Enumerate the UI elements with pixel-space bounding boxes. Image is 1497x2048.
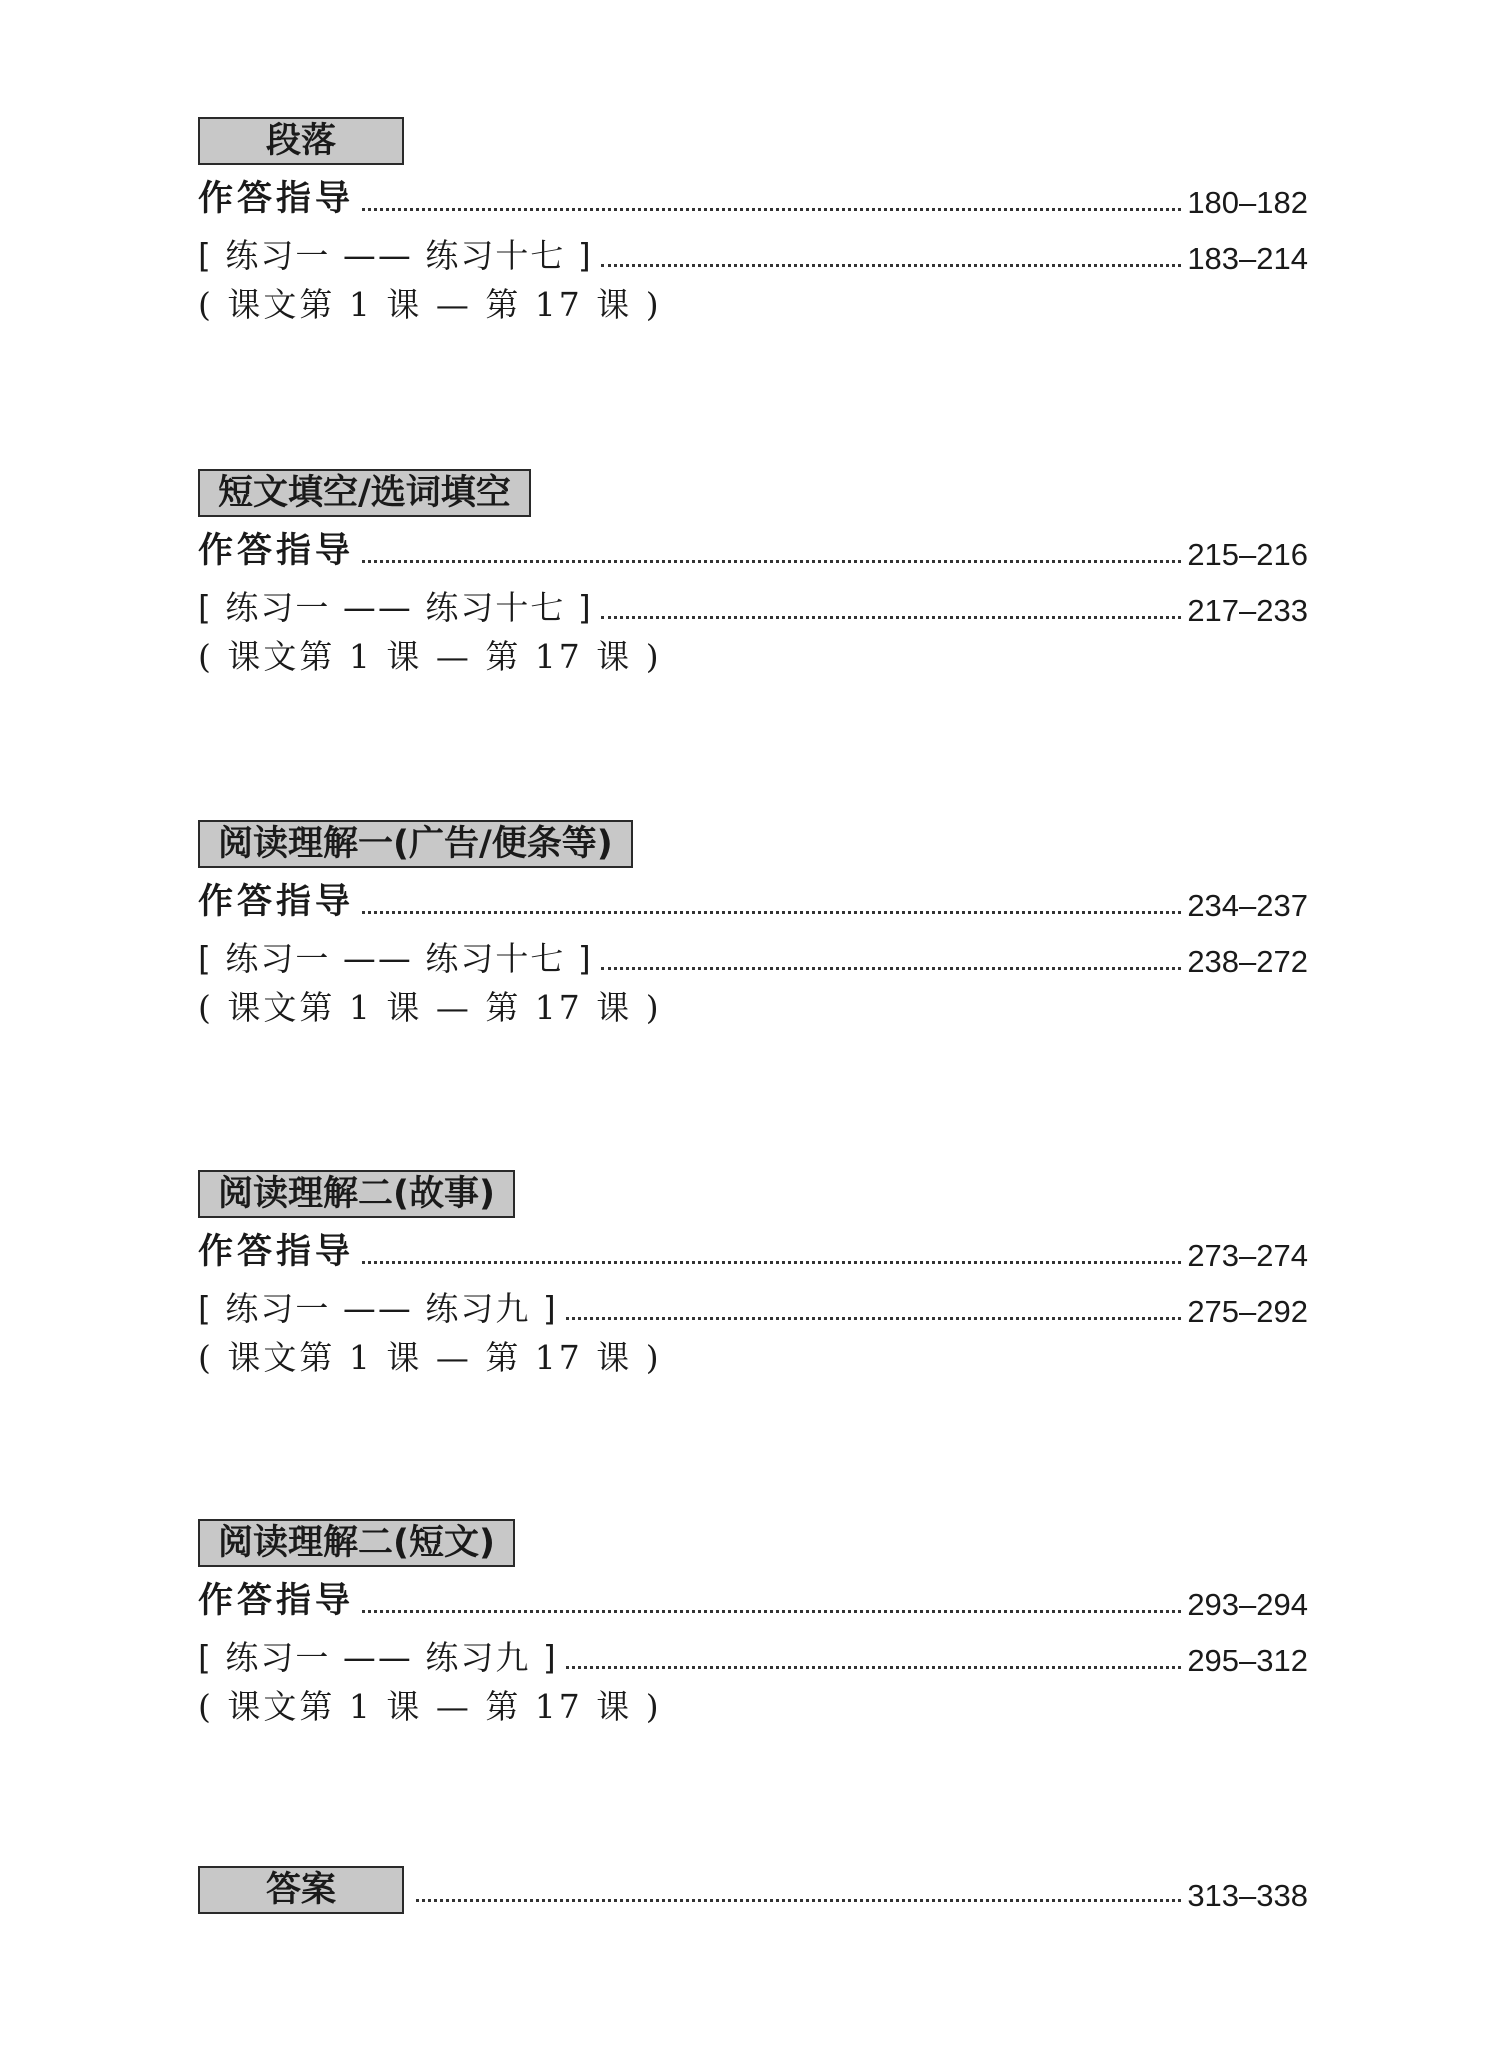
page-range: 183–214 <box>1187 241 1308 276</box>
section-title: 答案 <box>198 1866 404 1914</box>
dot-leader <box>362 1610 1181 1613</box>
section-title: 阅读理解二(故事) <box>198 1170 515 1218</box>
toc-entry-exercises[interactable] <box>198 221 1308 277</box>
entry-label: [ 练习一 —— 练习九 ] <box>198 1638 558 1677</box>
page-range: 273–274 <box>1187 1238 1308 1273</box>
entry-label: [ 练习一 —— 练习十七 ] <box>198 939 593 978</box>
toc-entry-guide[interactable] <box>198 868 1308 924</box>
page-range: 217–233 <box>1187 593 1308 628</box>
dot-leader <box>601 264 1182 267</box>
toc-entry-answers[interactable] <box>198 1866 1308 1914</box>
dot-leader <box>601 616 1182 619</box>
toc-entry-exercises[interactable] <box>198 924 1308 980</box>
entry-label: 作答指导 <box>198 882 355 922</box>
section-title: 阅读理解一(广告/便条等) <box>198 820 633 868</box>
entry-label: [ 练习一 —— 练习九 ] <box>198 1289 558 1328</box>
toc-entry-guide[interactable] <box>198 165 1308 221</box>
entry-label: 作答指导 <box>198 179 355 219</box>
entry-label: [ 练习一 —— 练习十七 ] <box>198 236 593 275</box>
dot-leader <box>362 911 1181 914</box>
dot-leader <box>601 967 1182 970</box>
section-title: 短文填空/选词填空 <box>198 469 531 517</box>
entry-label: 作答指导 <box>198 531 355 571</box>
entry-label: [ 练习一 —— 练习十七 ] <box>198 588 593 627</box>
section-title: 段落 <box>198 117 404 165</box>
entry-label: 作答指导 <box>198 1581 355 1621</box>
dot-leader <box>566 1317 1182 1320</box>
dot-leader <box>566 1666 1182 1669</box>
page-range: 295–312 <box>1187 1643 1308 1678</box>
page-range: 234–237 <box>1187 888 1308 923</box>
lesson-note: ( 课文第 1 课 — 第 17 课 ) <box>198 988 662 1027</box>
entry-label: 作答指导 <box>198 1232 355 1272</box>
toc-entry-guide[interactable] <box>198 517 1308 573</box>
page-range: 215–216 <box>1187 537 1308 572</box>
page-range: 180–182 <box>1187 185 1308 220</box>
dot-leader <box>362 208 1181 211</box>
lesson-note: ( 课文第 1 课 — 第 17 课 ) <box>198 1338 662 1377</box>
toc-entry-exercises[interactable] <box>198 1623 1308 1679</box>
toc-section-paragraph <box>198 117 1308 333</box>
toc-section-reading-2-story <box>198 1170 1308 1386</box>
dot-leader <box>362 560 1181 563</box>
toc-entry-exercises[interactable] <box>198 573 1308 629</box>
toc-section-reading-1 <box>198 820 1308 1036</box>
page-range: 313–338 <box>1187 1878 1308 1913</box>
lesson-note: ( 课文第 1 课 — 第 17 课 ) <box>198 637 662 676</box>
lesson-note: ( 课文第 1 课 — 第 17 课 ) <box>198 1687 662 1726</box>
toc-section-cloze <box>198 469 1308 685</box>
lesson-note: ( 课文第 1 课 — 第 17 课 ) <box>198 285 662 324</box>
toc-entry-guide[interactable] <box>198 1567 1308 1623</box>
section-title: 阅读理解二(短文) <box>198 1519 515 1567</box>
page-range: 293–294 <box>1187 1587 1308 1622</box>
page-range: 275–292 <box>1187 1294 1308 1329</box>
toc-section-reading-2-essay <box>198 1519 1308 1735</box>
dot-leader <box>416 1899 1181 1902</box>
dot-leader <box>362 1261 1181 1264</box>
toc-entry-guide[interactable] <box>198 1218 1308 1274</box>
page-range: 238–272 <box>1187 944 1308 979</box>
toc-entry-exercises[interactable] <box>198 1274 1308 1330</box>
